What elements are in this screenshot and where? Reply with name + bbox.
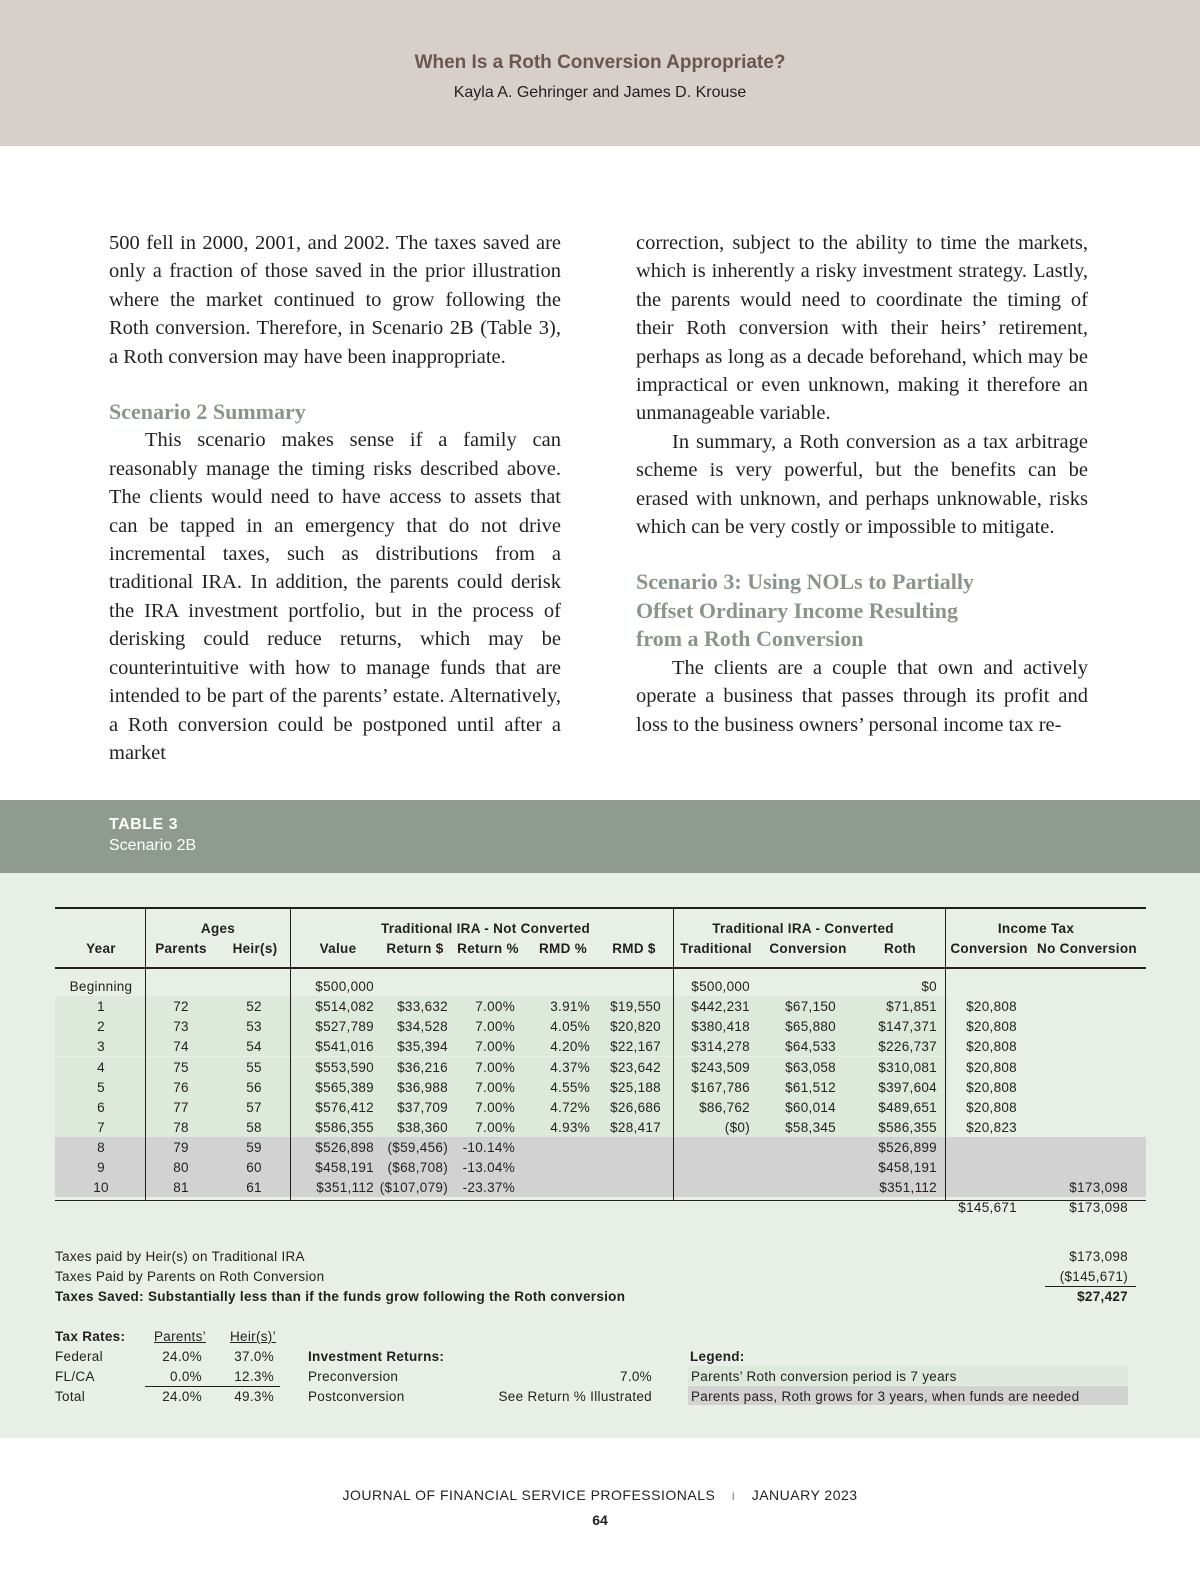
table-cell: 7.00% — [475, 1100, 515, 1115]
table-cell: $20,823 — [966, 1120, 1017, 1135]
total-no-conversion-tax: $173,098 — [1069, 1200, 1128, 1215]
summary-value: $173,098 — [1069, 1249, 1128, 1264]
table-cell: ($0) — [724, 1120, 750, 1135]
table-cell: $147,371 — [878, 1019, 937, 1034]
table-cell: $20,808 — [966, 1019, 1017, 1034]
table-cell: 6 — [97, 1100, 105, 1115]
table-cell: $380,418 — [691, 1019, 750, 1034]
table-cell: $442,231 — [691, 999, 750, 1014]
table-cell: $71,851 — [886, 999, 937, 1014]
group-header-ages: Ages — [200, 921, 236, 936]
table-cell: $63,058 — [785, 1060, 836, 1075]
table-cell: 61 — [246, 1180, 262, 1195]
table-cell: $314,278 — [691, 1039, 750, 1054]
tax-rates-title: Tax Rates: — [55, 1329, 126, 1344]
table-cell: $36,988 — [397, 1080, 448, 1095]
table-cell: $586,355 — [315, 1120, 374, 1135]
heading-line: Offset Ordinary Income Resulting — [636, 597, 959, 623]
table-cell: $61,512 — [785, 1080, 836, 1095]
table-cell: $86,762 — [699, 1100, 750, 1115]
table-cell: $576,412 — [315, 1100, 374, 1115]
table-cell: 2 — [97, 1019, 105, 1034]
table-label: TABLE 3 — [109, 816, 178, 833]
table-cell: 81 — [173, 1180, 189, 1195]
column-header: Year — [86, 941, 116, 956]
summary-label: Taxes Saved: Substantially less than if the funds grow following the Roth conversion — [55, 1289, 626, 1304]
table-cell: 4.55% — [550, 1080, 590, 1095]
table-cell: 56 — [246, 1080, 262, 1095]
table-cell: 4.37% — [550, 1060, 590, 1075]
column-header: Traditional — [680, 941, 752, 956]
table-cell: 7.00% — [475, 999, 515, 1014]
table-cell: 74 — [173, 1039, 189, 1054]
table-subtitle: Scenario 2B — [109, 837, 197, 854]
table-cell: $20,808 — [966, 1080, 1017, 1095]
table-cell: 4 — [97, 1060, 105, 1075]
table-cell: $514,082 — [315, 999, 374, 1014]
table-cell: $310,081 — [878, 1060, 937, 1075]
table-cell: $0 — [921, 979, 937, 994]
tax-rate-heirs: 37.0% — [234, 1349, 274, 1364]
table-cell: 53 — [246, 1019, 262, 1034]
table-cell: $64,533 — [785, 1039, 836, 1054]
legend-title: Legend: — [690, 1349, 745, 1364]
table-top-rule — [55, 907, 1146, 909]
column-header: Conversion — [769, 941, 847, 956]
table-cell: 8 — [97, 1140, 105, 1155]
table-cell: 73 — [173, 1019, 189, 1034]
page-number: 64 — [592, 1512, 608, 1528]
table-cell: 7.00% — [475, 1060, 515, 1075]
table-cell: $489,651 — [878, 1100, 937, 1115]
table-cell: $20,808 — [966, 1100, 1017, 1115]
table-cell: $243,509 — [691, 1060, 750, 1075]
table-cell: ($59,456) — [387, 1140, 448, 1155]
article-title: When Is a Roth Conversion Appropriate? — [414, 52, 786, 73]
table-cell: $58,345 — [785, 1120, 836, 1135]
table-cell: 78 — [173, 1120, 189, 1135]
table-cell: 75 — [173, 1060, 189, 1075]
table-cell: $20,808 — [966, 999, 1017, 1014]
table-cell: $458,191 — [315, 1160, 374, 1175]
table-cell: $167,786 — [691, 1080, 750, 1095]
summary-value: ($145,671) — [1059, 1269, 1128, 1284]
table-cell: $397,604 — [878, 1080, 937, 1095]
heading-line: from a Roth Conversion — [636, 626, 864, 652]
table-cell: $500,000 — [691, 979, 750, 994]
table-cell: 5 — [97, 1080, 105, 1095]
table-cell: 7.00% — [475, 1080, 515, 1095]
table-cell: $67,150 — [785, 999, 836, 1014]
column-header: Heir(s) — [232, 941, 278, 956]
table-cell: $20,808 — [966, 1060, 1017, 1075]
table-cell: 1 — [97, 999, 105, 1014]
journal-footer — [0, 1487, 1200, 1503]
table-cell: 7 — [97, 1120, 105, 1135]
table-cell: $20,820 — [610, 1019, 661, 1034]
table-cell: 72 — [173, 999, 189, 1014]
table-cell: 3 — [97, 1039, 105, 1054]
legend-item: Parents pass, Roth grows for 3 years, when funds are needed — [691, 1389, 1080, 1404]
column-header: Roth — [884, 941, 916, 956]
table-cell: 79 — [173, 1140, 189, 1155]
table-cell: $33,632 — [397, 999, 448, 1014]
table-cell: -13.04% — [462, 1160, 515, 1175]
table-area — [0, 873, 1200, 1438]
table-cell: $458,191 — [878, 1160, 937, 1175]
table-cell: -10.14% — [462, 1140, 515, 1155]
tax-rate-label: Federal — [55, 1349, 103, 1364]
tax-rate-parents: 24.0% — [162, 1389, 202, 1404]
investment-return-label: Postconversion — [308, 1389, 405, 1404]
group-header-converted: Traditional IRA - Converted — [712, 921, 894, 936]
journal-name: JOURNAL OF FINANCIAL SERVICE PROFESSIONALS — [342, 1487, 716, 1503]
summary-label: Taxes paid by Heir(s) on Traditional IRA — [55, 1249, 305, 1264]
table-cell: 80 — [173, 1160, 189, 1175]
article-authors: Kayla A. Gehringer and James D. Krouse — [453, 84, 747, 101]
heading-line: Scenario 3: Using NOLs to Partially — [636, 569, 974, 595]
tax-rates-rule — [145, 1386, 280, 1387]
running-header — [0, 0, 1200, 146]
table-cell: $28,417 — [610, 1120, 661, 1135]
table-cell: 57 — [246, 1100, 262, 1115]
column-header: Return % — [457, 941, 519, 956]
group-header-not-converted: Traditional IRA - Not Converted — [381, 921, 591, 936]
table-cell: $60,014 — [785, 1100, 836, 1115]
table-cell: 77 — [173, 1100, 189, 1115]
table-cell: $19,550 — [610, 999, 661, 1014]
tax-rate-label: FL/CA — [55, 1369, 95, 1384]
table-cell: $500,000 — [315, 979, 374, 994]
column-header: Conversion — [950, 941, 1028, 956]
table-cell: $22,167 — [610, 1039, 661, 1054]
paragraph: This scenario makes sense if a family can reasonably manage the timing risks described above. The clients would need to have access to assets that can be tapped in an emergency that do not drive incremental taxes, such as distributions from a traditional IRA. In addition, the parents could derisk the IRA investment portfolio, but in the process of derisking could reduce returns, which may be counterintuitive with how to manage funds that are intended to be part of the parents’ estate. Alternatively, a Roth conversion could be postponed until after a market — [109, 429, 561, 764]
tax-rate-label: Total — [55, 1389, 86, 1404]
footer-separator: I — [731, 1491, 736, 1503]
table-cell: 58 — [246, 1120, 262, 1135]
investment-returns-title: Investment Returns: — [308, 1349, 445, 1364]
section-heading — [636, 568, 1088, 653]
group-header-income-tax: Income Tax — [997, 921, 1075, 936]
table-cell: 4.20% — [550, 1039, 590, 1054]
tax-rate-heirs: 49.3% — [234, 1389, 274, 1404]
table-cell: 9 — [97, 1160, 105, 1175]
right-column — [636, 229, 1088, 739]
table-cell: $38,360 — [397, 1120, 448, 1135]
tax-rate-parents: 0.0% — [170, 1369, 202, 1384]
table-cell: 7.00% — [475, 1019, 515, 1034]
tax-rate-parents: 24.0% — [162, 1349, 202, 1364]
table-cell: $226,737 — [878, 1039, 937, 1054]
table-cell: 4.72% — [550, 1100, 590, 1115]
table-cell: $526,898 — [315, 1140, 374, 1155]
table-cell: $541,016 — [315, 1039, 374, 1054]
total-conversion-tax: $145,671 — [958, 1200, 1017, 1215]
left-column — [109, 229, 561, 767]
table-cell: 55 — [246, 1060, 262, 1075]
table-cell: 4.05% — [550, 1019, 590, 1034]
table-cell: ($107,079) — [379, 1180, 448, 1195]
summary-value: $27,427 — [1077, 1289, 1128, 1304]
investment-return-label: Preconversion — [308, 1369, 399, 1384]
column-header: RMD % — [539, 941, 587, 956]
table-cell: 76 — [173, 1080, 189, 1095]
tax-rates-parents-header: Parents’ — [154, 1329, 206, 1344]
table-cell: $25,188 — [610, 1080, 661, 1095]
tax-rates-heirs-header: Heir(s)’ — [230, 1329, 276, 1344]
table-cell: ($68,708) — [387, 1160, 448, 1175]
table-cell: $351,112 — [879, 1180, 937, 1195]
table-cell: 4.93% — [550, 1120, 590, 1135]
table-cell: $20,808 — [966, 1039, 1017, 1054]
table-header-rule — [55, 967, 1146, 969]
issue-date: JANUARY 2023 — [751, 1487, 858, 1503]
table-cell: $34,528 — [397, 1019, 448, 1034]
table-cell: $23,642 — [610, 1060, 661, 1075]
table-cell: $35,394 — [397, 1039, 448, 1054]
table-cell: 54 — [246, 1039, 262, 1054]
investment-return-value: See Return % Illustrated — [498, 1389, 652, 1404]
table-cell: 60 — [246, 1160, 262, 1175]
table-cell: $526,899 — [878, 1140, 937, 1155]
table-cell: $173,098 — [1069, 1180, 1128, 1195]
column-header: Value — [319, 941, 357, 956]
column-header: RMD $ — [612, 941, 656, 956]
table-cell: -23.37% — [462, 1180, 515, 1195]
table-cell: 7.00% — [475, 1039, 515, 1054]
summary-rule — [1045, 1286, 1136, 1287]
paragraph: correction, subject to the ability to time the markets, which is inherently a risky investment strategy. Lastly, the parents would need to coordinate the timing of their Roth conversion with their heirs’ retirement, perhaps as long as a decade beforehand, which may be impractical or even unknown, making it therefore an unmanageable variable. — [636, 232, 1088, 425]
table-cell: $37,709 — [397, 1100, 448, 1115]
paragraph: The clients are a couple that own and actively operate a business that passes through its profit and loss to the business owners’ personal income tax re- — [636, 656, 1088, 736]
section-heading: Scenario 2 Summary — [109, 399, 306, 425]
column-header: Return $ — [386, 941, 444, 956]
table-cell: $65,880 — [785, 1019, 836, 1034]
table-cell: 3.91% — [550, 999, 590, 1014]
legend-item: Parents’ Roth conversion period is 7 years — [691, 1369, 957, 1384]
table-cell: 7.00% — [475, 1120, 515, 1135]
table-label-band — [0, 800, 1200, 873]
table-cell: $527,789 — [315, 1019, 374, 1034]
table-cell: $565,389 — [315, 1080, 374, 1095]
table-cell: $586,355 — [878, 1120, 937, 1135]
table-cell: 59 — [246, 1140, 262, 1155]
table-cell: $36,216 — [397, 1060, 448, 1075]
paragraph: 500 fell in 2000, 2001, and 2002. The taxes saved are only a fraction of those saved in the prior illustration where the market continued to grow following the Roth conversion. Therefore, in Scenario 2B (Table 3), a Roth conversion may have been inappropriate. — [109, 232, 561, 368]
column-header: Parents — [155, 941, 207, 956]
investment-return-value: 7.0% — [620, 1369, 652, 1384]
table-cell: $26,686 — [610, 1100, 661, 1115]
summary-label: Taxes Paid by Parents on Roth Conversion — [55, 1269, 325, 1284]
table-cell: Beginning — [69, 979, 133, 994]
table-cell: 52 — [246, 999, 262, 1014]
table-cell: $553,590 — [315, 1060, 374, 1075]
paragraph: In summary, a Roth conversion as a tax arbitrage scheme is very powerful, but the benefits can be erased with unknown, and perhaps unknowable, risks which can be very costly or impossible to mitigate. — [636, 430, 1088, 539]
table-cell: 10 — [93, 1180, 109, 1195]
table-cell: $351,112 — [316, 1180, 374, 1195]
tax-rate-heirs: 12.3% — [234, 1369, 274, 1384]
column-header: No Conversion — [1037, 941, 1137, 956]
